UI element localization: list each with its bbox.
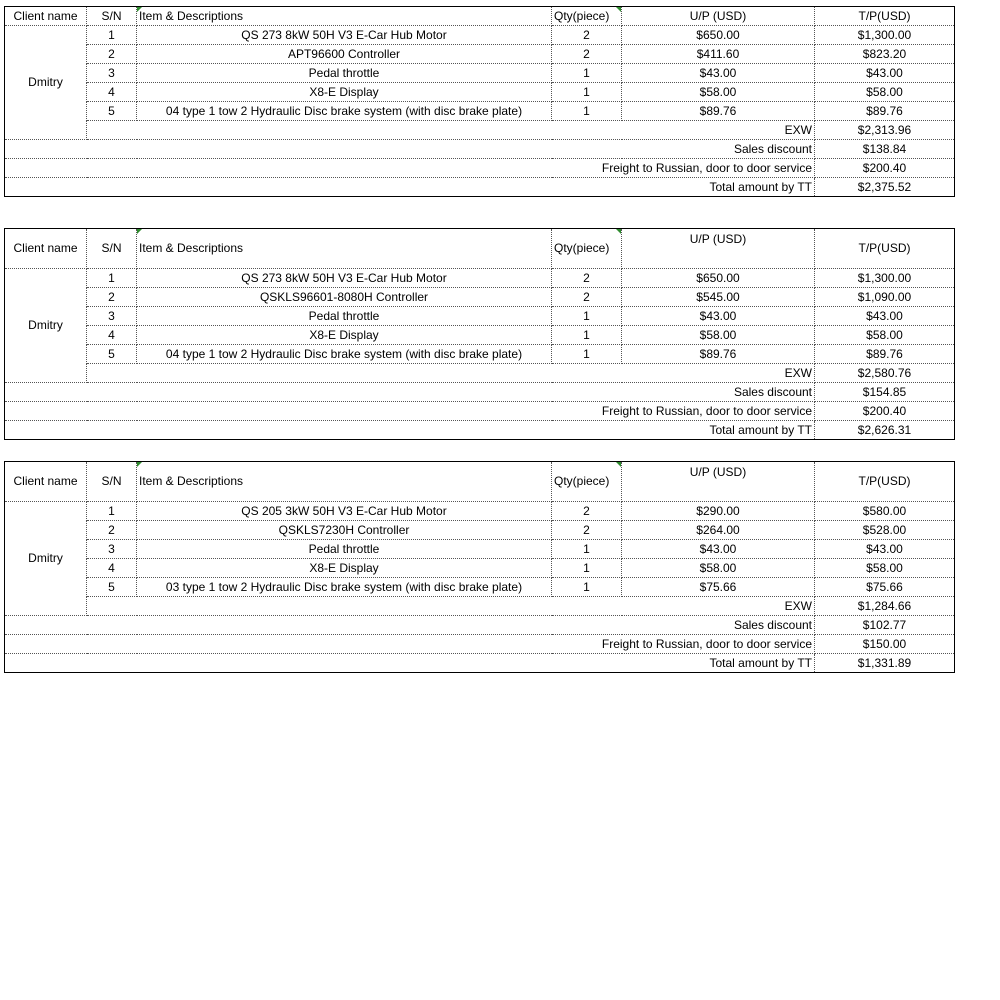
item-row bbox=[5, 559, 955, 578]
unit-price-cell[interactable]: $58.00 bbox=[622, 83, 815, 102]
sn-cell[interactable]: 4 bbox=[87, 559, 137, 578]
qty-cell[interactable]: 1 bbox=[552, 326, 622, 345]
sn-cell[interactable]: 1 bbox=[87, 502, 137, 521]
item-row bbox=[5, 83, 955, 102]
qty-cell[interactable]: 1 bbox=[552, 83, 622, 102]
unit-price-cell[interactable]: $89.76 bbox=[622, 345, 815, 364]
description-cell[interactable]: Pedal throttle bbox=[137, 540, 552, 559]
sales-discount-row bbox=[5, 383, 955, 402]
exw-row bbox=[5, 364, 955, 383]
total-price-cell[interactable]: $823.20 bbox=[815, 45, 955, 64]
total-price-cell[interactable]: $1,300.00 bbox=[815, 26, 955, 45]
description-cell[interactable]: APT96600 Controller bbox=[137, 45, 552, 64]
sales-discount-value[interactable]: $102.77 bbox=[815, 616, 955, 635]
freight-value[interactable]: $200.40 bbox=[815, 402, 955, 421]
total-amount-value[interactable]: $2,626.31 bbox=[815, 421, 955, 440]
unit-price-cell[interactable]: $89.76 bbox=[622, 102, 815, 121]
item-row bbox=[5, 326, 955, 345]
sn-cell[interactable]: 3 bbox=[87, 64, 137, 83]
header-unit-price[interactable]: U/P (USD) bbox=[622, 229, 815, 269]
total-price-cell[interactable]: $43.00 bbox=[815, 64, 955, 83]
qty-cell[interactable]: 1 bbox=[552, 559, 622, 578]
freight-label[interactable]: Freight to Russian, door to door service bbox=[5, 402, 815, 421]
total-price-cell[interactable]: $580.00 bbox=[815, 502, 955, 521]
unit-price-cell[interactable]: $43.00 bbox=[622, 540, 815, 559]
quote-table-3 bbox=[4, 461, 954, 673]
sales-discount-label[interactable]: Sales discount bbox=[5, 140, 815, 159]
client-name-cell[interactable]: Dmitry bbox=[5, 502, 87, 616]
total-amount-row bbox=[5, 421, 955, 440]
qty-cell[interactable]: 2 bbox=[552, 288, 622, 307]
description-cell[interactable]: 03 type 1 tow 2 Hydraulic Disc brake system (with disc brake plate) bbox=[137, 578, 552, 597]
qty-cell[interactable]: 2 bbox=[552, 269, 622, 288]
total-price-cell[interactable]: $58.00 bbox=[815, 559, 955, 578]
item-row bbox=[5, 64, 955, 83]
unit-price-cell[interactable]: $43.00 bbox=[622, 307, 815, 326]
exw-label[interactable]: EXW bbox=[87, 121, 815, 140]
exw-label[interactable]: EXW bbox=[87, 597, 815, 616]
sn-cell[interactable]: 4 bbox=[87, 83, 137, 102]
item-row bbox=[5, 540, 955, 559]
total-price-cell[interactable]: $43.00 bbox=[815, 540, 955, 559]
header-qty[interactable]: Qty(piece) bbox=[552, 229, 622, 269]
total-amount-value[interactable]: $2,375.52 bbox=[815, 178, 955, 197]
total-price-cell[interactable]: $75.66 bbox=[815, 578, 955, 597]
sn-cell[interactable]: 5 bbox=[87, 578, 137, 597]
unit-price-cell[interactable]: $411.60 bbox=[622, 45, 815, 64]
description-cell[interactable]: X8-E Display bbox=[137, 83, 552, 102]
header-client-name[interactable]: Client name bbox=[5, 229, 87, 269]
unit-price-cell[interactable]: $58.00 bbox=[622, 326, 815, 345]
sn-cell[interactable]: 2 bbox=[87, 45, 137, 64]
quote-table-2 bbox=[4, 228, 954, 440]
description-cell[interactable]: QSKLS7230H Controller bbox=[137, 521, 552, 540]
description-cell[interactable]: QSKLS96601-8080H Controller bbox=[137, 288, 552, 307]
freight-label[interactable]: Freight to Russian, door to door service bbox=[5, 635, 815, 654]
description-cell[interactable]: X8-E Display bbox=[137, 559, 552, 578]
description-cell[interactable]: 04 type 1 tow 2 Hydraulic Disc brake system (with disc brake plate) bbox=[137, 102, 552, 121]
header-client-name[interactable]: Client name bbox=[5, 7, 87, 26]
item-row bbox=[5, 102, 955, 121]
sn-cell[interactable]: 5 bbox=[87, 102, 137, 121]
header-unit-price[interactable]: U/P (USD) bbox=[622, 462, 815, 502]
qty-cell[interactable]: 2 bbox=[552, 45, 622, 64]
total-price-cell[interactable]: $528.00 bbox=[815, 521, 955, 540]
unit-price-cell[interactable]: $43.00 bbox=[622, 64, 815, 83]
sales-discount-label[interactable]: Sales discount bbox=[5, 383, 815, 402]
freight-value[interactable]: $150.00 bbox=[815, 635, 955, 654]
quote-table-1 bbox=[4, 6, 954, 197]
item-row bbox=[5, 307, 955, 326]
item-row bbox=[5, 45, 955, 64]
header-row bbox=[5, 462, 955, 502]
unit-price-cell[interactable]: $650.00 bbox=[622, 26, 815, 45]
header-item[interactable]: Item & Descriptions bbox=[137, 462, 552, 502]
sn-cell[interactable]: 2 bbox=[87, 288, 137, 307]
sales-discount-value[interactable]: $154.85 bbox=[815, 383, 955, 402]
header-item[interactable]: Item & Descriptions bbox=[137, 7, 552, 26]
quote-grid bbox=[4, 228, 955, 440]
exw-value[interactable]: $2,580.76 bbox=[815, 364, 955, 383]
sales-discount-value[interactable]: $138.84 bbox=[815, 140, 955, 159]
item-row bbox=[5, 269, 955, 288]
header-unit-price[interactable]: U/P (USD) bbox=[622, 7, 815, 26]
unit-price-cell[interactable]: $545.00 bbox=[622, 288, 815, 307]
sales-discount-label[interactable]: Sales discount bbox=[5, 616, 815, 635]
qty-cell[interactable]: 1 bbox=[552, 64, 622, 83]
item-row bbox=[5, 26, 955, 45]
qty-cell[interactable]: 1 bbox=[552, 102, 622, 121]
description-cell[interactable]: QS 273 8kW 50H V3 E-Car Hub Motor bbox=[137, 269, 552, 288]
header-sn[interactable]: S/N bbox=[87, 7, 137, 26]
freight-row bbox=[5, 635, 955, 654]
header-total-price[interactable]: T/P(USD) bbox=[815, 462, 955, 502]
header-client-name[interactable]: Client name bbox=[5, 462, 87, 502]
unit-price-cell[interactable]: $290.00 bbox=[622, 502, 815, 521]
qty-cell[interactable]: 2 bbox=[552, 26, 622, 45]
qty-cell[interactable]: 1 bbox=[552, 345, 622, 364]
freight-row bbox=[5, 402, 955, 421]
header-total-price[interactable]: T/P(USD) bbox=[815, 7, 955, 26]
quote-grid bbox=[4, 6, 955, 197]
total-amount-value[interactable]: $1,331.89 bbox=[815, 654, 955, 673]
client-name-cell[interactable]: Dmitry bbox=[5, 269, 87, 383]
item-row bbox=[5, 521, 955, 540]
total-amount-row bbox=[5, 178, 955, 197]
total-price-cell[interactable]: $58.00 bbox=[815, 326, 955, 345]
sn-cell[interactable]: 4 bbox=[87, 326, 137, 345]
exw-row bbox=[5, 121, 955, 140]
sn-cell[interactable]: 1 bbox=[87, 269, 137, 288]
total-price-cell[interactable]: $58.00 bbox=[815, 83, 955, 102]
total-amount-row bbox=[5, 654, 955, 673]
description-cell[interactable]: Pedal throttle bbox=[137, 307, 552, 326]
sn-cell[interactable]: 3 bbox=[87, 540, 137, 559]
freight-row bbox=[5, 159, 955, 178]
total-price-cell[interactable]: $43.00 bbox=[815, 307, 955, 326]
description-cell[interactable]: 04 type 1 tow 2 Hydraulic Disc brake system (with disc brake plate) bbox=[137, 345, 552, 364]
unit-price-cell[interactable]: $58.00 bbox=[622, 559, 815, 578]
client-name-cell[interactable]: Dmitry bbox=[5, 26, 87, 140]
total-amount-label[interactable]: Total amount by TT bbox=[5, 178, 815, 197]
qty-cell[interactable]: 1 bbox=[552, 540, 622, 559]
header-qty[interactable]: Qty(piece) bbox=[552, 7, 622, 26]
total-price-cell[interactable]: $1,090.00 bbox=[815, 288, 955, 307]
description-cell[interactable]: X8-E Display bbox=[137, 326, 552, 345]
total-amount-label[interactable]: Total amount by TT bbox=[5, 654, 815, 673]
sales-discount-row bbox=[5, 616, 955, 635]
total-price-cell[interactable]: $89.76 bbox=[815, 345, 955, 364]
total-amount-label[interactable]: Total amount by TT bbox=[5, 421, 815, 440]
exw-value[interactable]: $1,284.66 bbox=[815, 597, 955, 616]
description-cell[interactable]: Pedal throttle bbox=[137, 64, 552, 83]
header-item[interactable]: Item & Descriptions bbox=[137, 229, 552, 269]
item-row bbox=[5, 288, 955, 307]
item-row bbox=[5, 345, 955, 364]
item-row bbox=[5, 578, 955, 597]
description-cell[interactable]: QS 273 8kW 50H V3 E-Car Hub Motor bbox=[137, 26, 552, 45]
header-row bbox=[5, 229, 955, 269]
freight-value[interactable]: $200.40 bbox=[815, 159, 955, 178]
unit-price-cell[interactable]: $75.66 bbox=[622, 578, 815, 597]
sn-cell[interactable]: 1 bbox=[87, 26, 137, 45]
qty-cell[interactable]: 2 bbox=[552, 502, 622, 521]
qty-cell[interactable]: 2 bbox=[552, 521, 622, 540]
quote-grid bbox=[4, 461, 955, 673]
exw-row bbox=[5, 597, 955, 616]
exw-label[interactable]: EXW bbox=[87, 364, 815, 383]
freight-label[interactable]: Freight to Russian, door to door service bbox=[5, 159, 815, 178]
sn-cell[interactable]: 2 bbox=[87, 521, 137, 540]
sn-cell[interactable]: 3 bbox=[87, 307, 137, 326]
header-total-price[interactable]: T/P(USD) bbox=[815, 229, 955, 269]
header-sn[interactable]: S/N bbox=[87, 229, 137, 269]
item-row bbox=[5, 502, 955, 521]
qty-cell[interactable]: 1 bbox=[552, 307, 622, 326]
total-price-cell[interactable]: $1,300.00 bbox=[815, 269, 955, 288]
description-cell[interactable]: QS 205 3kW 50H V3 E-Car Hub Motor bbox=[137, 502, 552, 521]
unit-price-cell[interactable]: $264.00 bbox=[622, 521, 815, 540]
unit-price-cell[interactable]: $650.00 bbox=[622, 269, 815, 288]
total-price-cell[interactable]: $89.76 bbox=[815, 102, 955, 121]
header-sn[interactable]: S/N bbox=[87, 462, 137, 502]
sn-cell[interactable]: 5 bbox=[87, 345, 137, 364]
header-qty[interactable]: Qty(piece) bbox=[552, 462, 622, 502]
qty-cell[interactable]: 1 bbox=[552, 578, 622, 597]
sales-discount-row bbox=[5, 140, 955, 159]
exw-value[interactable]: $2,313.96 bbox=[815, 121, 955, 140]
header-row bbox=[5, 7, 955, 26]
